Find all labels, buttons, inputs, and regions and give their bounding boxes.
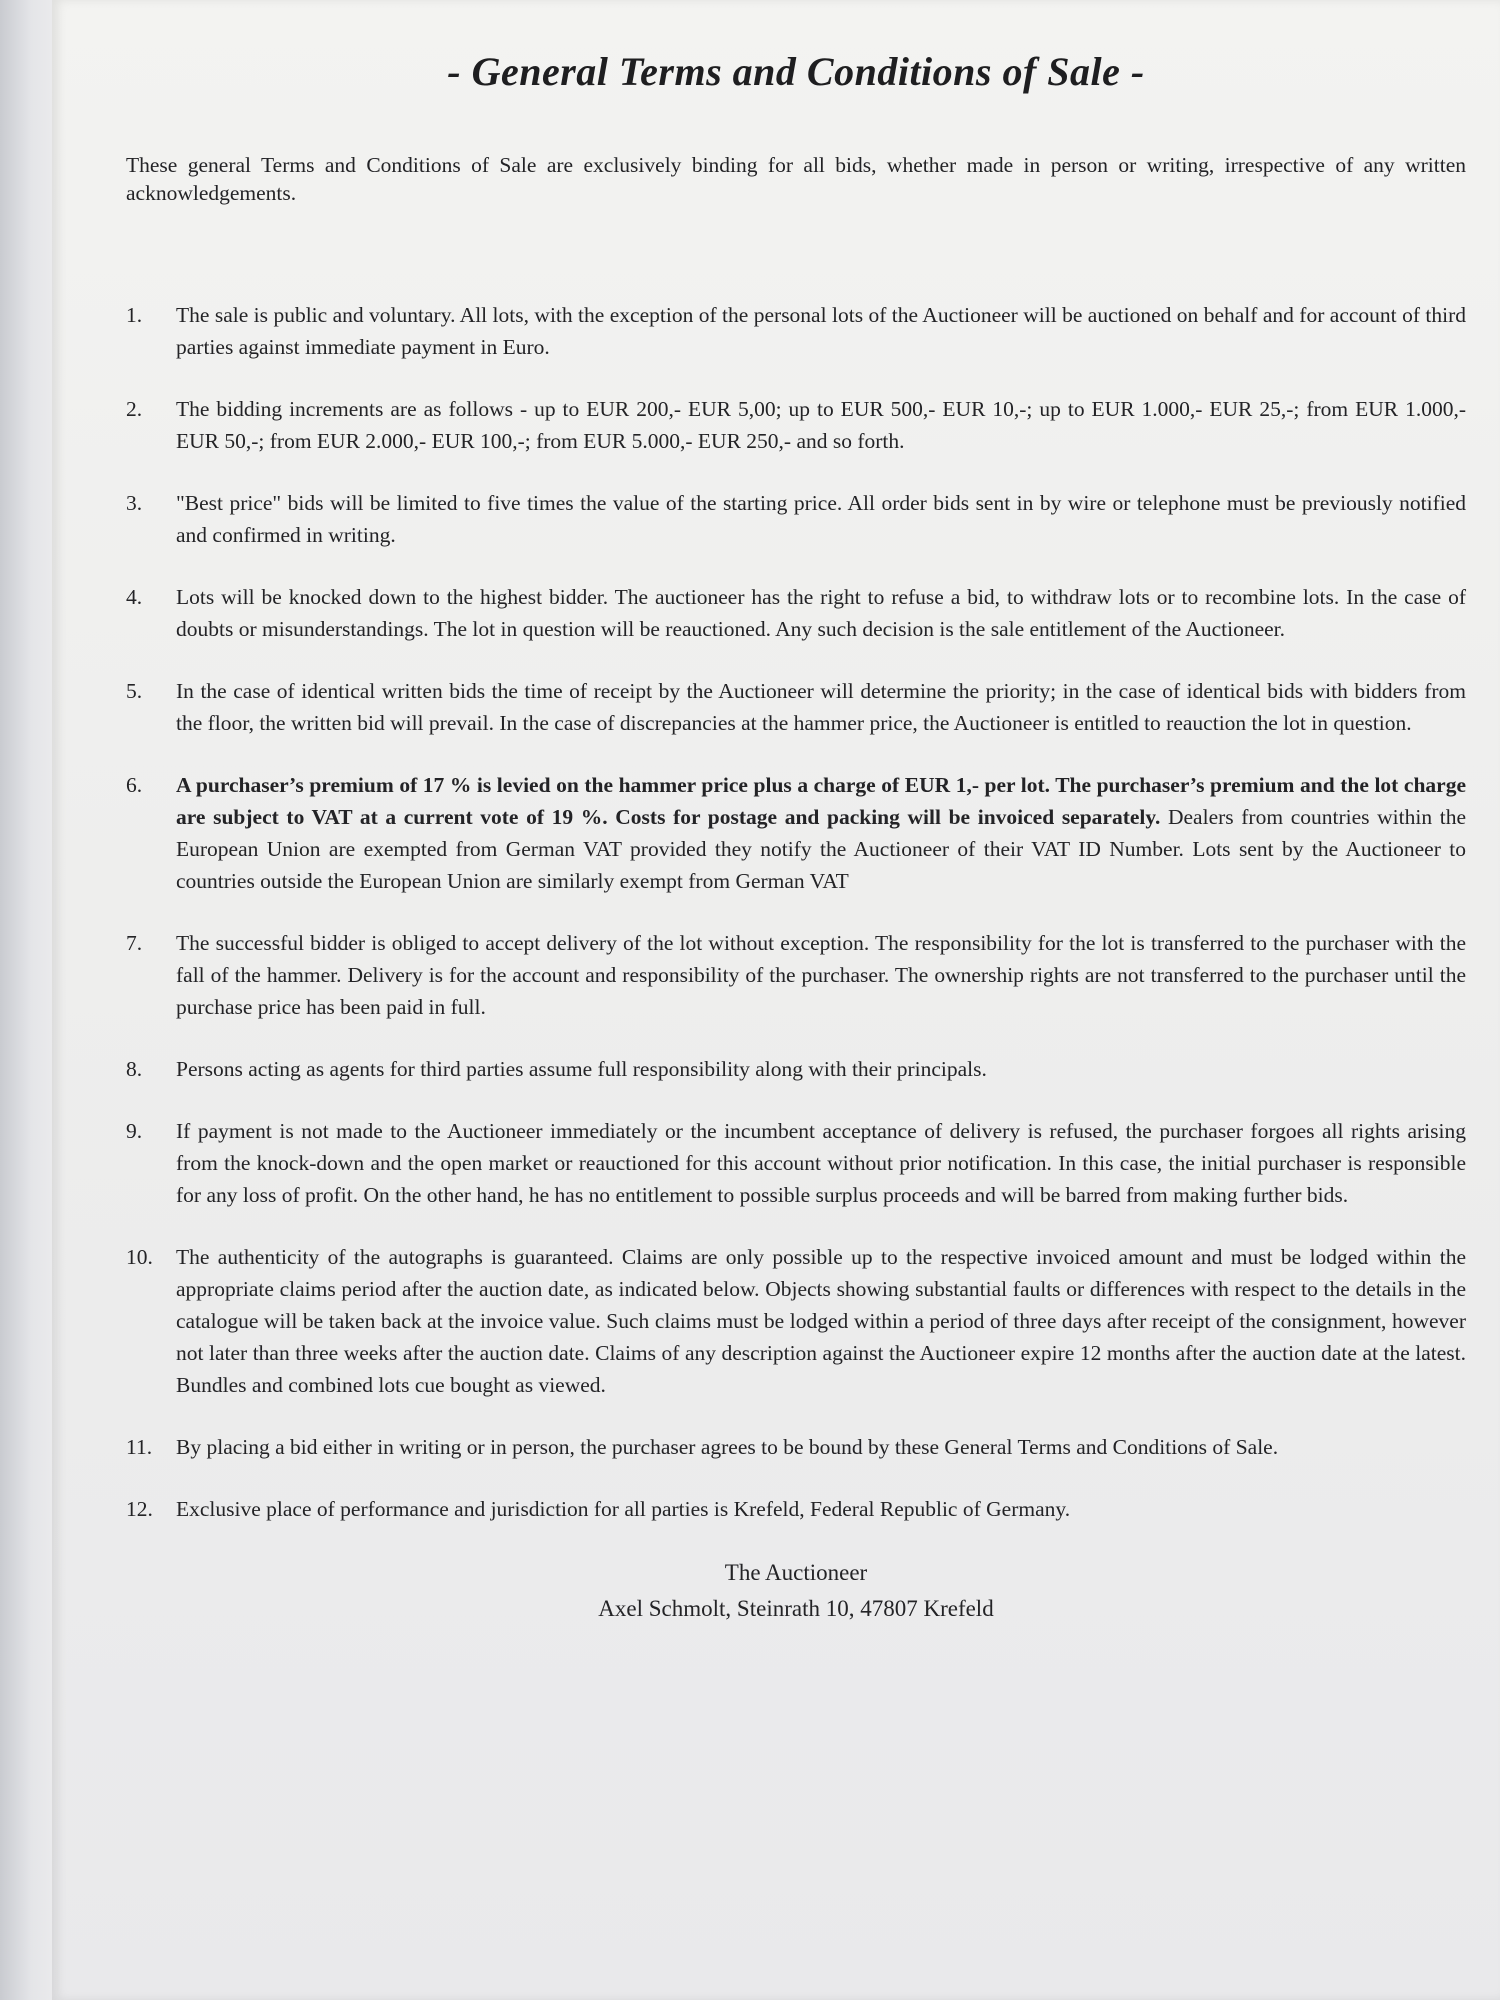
- clause-number: 10.: [126, 1245, 153, 1269]
- clause-6: [126, 769, 1466, 897]
- clause-text: The successful bidder is obliged to accept delivery of the lot without exception. The responsibility for the lot is transferred to the purchaser with the fall of the hammer. Delivery is for the account and responsibility of the purchaser. The ownership rights are not transferred to the purchaser until the purchase price has been paid in full.: [176, 931, 1466, 1019]
- clause-2: [126, 393, 1466, 457]
- clause-number: 1.: [126, 303, 143, 327]
- clause-10: [126, 1241, 1466, 1401]
- terms-clause-list: [126, 299, 1466, 1525]
- clause-number: 6.: [126, 773, 143, 797]
- clause-number: 11.: [126, 1435, 153, 1459]
- signature-role: The Auctioneer: [724, 1560, 868, 1585]
- clause-text: If payment is not made to the Auctioneer immediately or the incumbent acceptance of delivery is refused, the purchaser forgoes all rights arising from the knock-down and the open market or reauctioned for this account without prior notification. In this case, the initial purchaser is responsible for any loss of profit. On the other hand, he has no entitlement to possible surplus proceeds and will be barred from making further bids.: [176, 1119, 1466, 1207]
- clause-text: By placing a bid either in writing or in person, the purchaser agrees to be bound by these General Terms and Conditions of Sale.: [176, 1435, 1279, 1459]
- clause-9: [126, 1115, 1466, 1211]
- clause-bold-text: A purchaser’s premium of 17 % is levied on the hammer price plus a charge of EUR 1,- per lot. The purchaser’s premium and the lot charge are subject to VAT at a current vote of 19 %. Costs for postage and packing will be invoiced separately.: [176, 773, 1466, 829]
- clause-11: [126, 1431, 1466, 1463]
- document-page: [52, 0, 1500, 2000]
- clause-text: In the case of identical written bids the time of receipt by the Auctioneer will determine the priority; in the case of identical bids with bidders from the floor, the written bid will prevail. In the case of discrepancies at the hammer price, the Auctioneer is entitled to reauction the lot in question.: [176, 679, 1466, 735]
- clause-text: The sale is public and voluntary. All lots, with the exception of the personal lots of the Auctioneer will be auctioned on behalf and for account of third parties against immediate payment in Euro.: [176, 303, 1466, 359]
- clause-text: Persons acting as agents for third parties assume full responsibility along with their principals.: [176, 1057, 987, 1081]
- clause-text: "Best price" bids will be limited to five times the value of the starting price. All order bids sent in by wire or telephone must be previously notified and confirmed in writing.: [176, 491, 1466, 547]
- clause-12: [126, 1493, 1466, 1525]
- clause-3: [126, 487, 1466, 551]
- clause-1: [126, 299, 1466, 363]
- signature-block: [126, 1555, 1466, 1627]
- clause-number: 2.: [126, 397, 143, 421]
- clause-number: 4.: [126, 585, 143, 609]
- clause-number: 9.: [126, 1119, 143, 1143]
- clause-number: 5.: [126, 679, 143, 703]
- clause-number: 7.: [126, 931, 143, 955]
- clause-5: [126, 675, 1466, 739]
- clause-number: 12.: [126, 1497, 153, 1521]
- signature-address: Axel Schmolt, Steinrath 10, 47807 Krefeld: [598, 1596, 994, 1621]
- clause-text: Dealers from countries within the European Union are exempted from German VAT provided they notify the Auctioneer of their VAT ID Number. Lots sent by the Auctioneer to countries outside the European Union are similarly exempt from German VAT: [176, 805, 1466, 893]
- clause-text: Lots will be knocked down to the highest bidder. The auctioneer has the right to refuse a bid, to withdraw lots or to recombine lots. In the case of doubts or misunderstandings. The lot in question will be reauctioned. Any such decision is the sale entitlement of the Auctioneer.: [176, 585, 1466, 641]
- clause-text: The bidding increments are as follows - up to EUR 200,- EUR 5,00; up to EUR 500,- EUR 10,-; up to EUR 1.000,- EUR 25,-; from EUR 1.000,- EUR 50,-; from EUR 2.000,- EUR 100,-; from EUR 5.000,- EUR 250,- and so forth.: [176, 397, 1466, 453]
- clause-number: 3.: [126, 491, 143, 515]
- document-content: [126, 38, 1466, 1627]
- clause-8: [126, 1053, 1466, 1085]
- page-title: - General Terms and Conditions of Sale -: [447, 49, 1145, 94]
- clause-4: [126, 581, 1466, 645]
- clause-number: 8.: [126, 1057, 143, 1081]
- intro-paragraph: These general Terms and Conditions of Sale are exclusively binding for all bids, whether made in person or writing, irrespective of any written acknowledgements.: [126, 153, 1466, 205]
- clause-7: [126, 927, 1466, 1023]
- book-spine-shadow: [0, 0, 52, 2000]
- clause-text: The authenticity of the autographs is guaranteed. Claims are only possible up to the respective invoiced amount and must be lodged within the appropriate claims period after the auction date, as indicated below. Objects showing substantial faults or differences with respect to the details in the catalogue will be taken back at the invoice value. Such claims must be lodged within a period of three days after receipt of the consignment, however not later than three weeks after the auction date. Claims of any description against the Auctioneer expire 12 months after the auction date at the latest. Bundles and combined lots cue bought as viewed.: [176, 1245, 1466, 1397]
- clause-text: Exclusive place of performance and jurisdiction for all parties is Krefeld, Federal Republic of Germany.: [176, 1497, 1071, 1521]
